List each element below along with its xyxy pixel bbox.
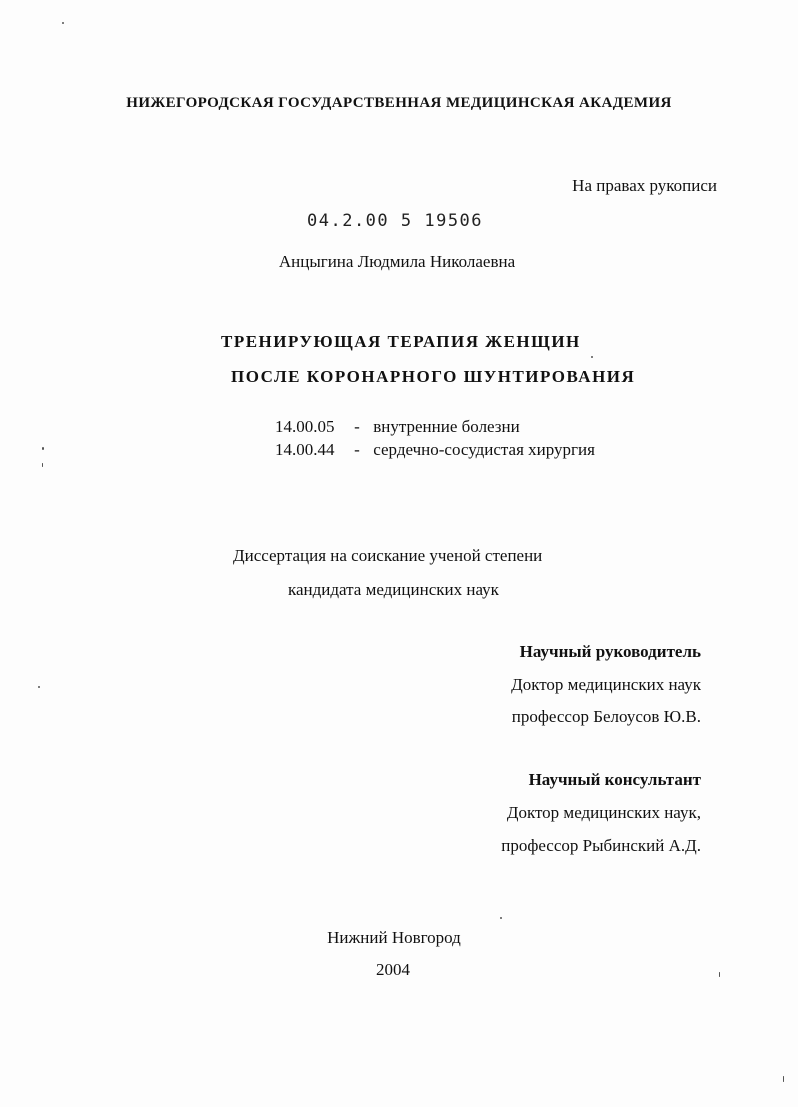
scan-speck — [591, 356, 593, 358]
consultant-degree: Доктор медицинских наук, — [506, 803, 701, 822]
scan-speck — [62, 22, 64, 24]
dissertation-line-2: кандидата медицинских наук — [288, 580, 499, 599]
scan-speck — [500, 917, 502, 919]
scan-speck — [42, 463, 43, 467]
dissertation-line-1: Диссертация на соискание ученой степени — [233, 546, 543, 565]
consultant-name: профессор Рыбинский А.Д. — [501, 836, 701, 855]
scan-speck — [42, 447, 44, 450]
title-line-2: ПОСЛЕ КОРОНАРНОГО ШУНТИРОВАНИЯ — [231, 367, 636, 386]
author-name: Анцыгина Людмила Николаевна — [278, 252, 516, 271]
archive-stamp: 04.2.00 5 19506 — [307, 211, 484, 231]
supervisor-title: Научный руководитель — [519, 642, 701, 661]
specialty-name: сердечно-сосудистая хирургия — [373, 440, 595, 459]
specialty-dash: - — [354, 417, 360, 436]
specialty-row — [275, 417, 520, 437]
specialty-code: 14.00.44 — [275, 440, 335, 459]
year: 2004 — [376, 960, 410, 979]
consultant-title: Научный консультант — [528, 770, 701, 789]
title-line-1: ТРЕНИРУЮЩАЯ ТЕРАПИЯ ЖЕНЩИН — [221, 332, 581, 351]
rights-notice: На правах рукописи — [572, 176, 717, 195]
specialty-code: 14.00.05 — [275, 417, 335, 436]
scan-speck — [38, 686, 40, 688]
specialty-name: внутренние болезни — [373, 417, 520, 436]
supervisor-name: профессор Белоусов Ю.В. — [511, 707, 701, 726]
specialty-dash: - — [354, 440, 360, 459]
specialty-row — [275, 440, 595, 460]
institution-header: НИЖЕГОРОДСКАЯ ГОСУДАРСТВЕННАЯ МЕДИЦИНСКАЯ АКАДЕМИЯ — [126, 95, 672, 111]
scan-speck — [783, 1076, 784, 1082]
scan-speck — [719, 972, 720, 977]
supervisor-degree: Доктор медицинских наук — [511, 675, 701, 694]
city: Нижний Новгород — [327, 928, 461, 947]
